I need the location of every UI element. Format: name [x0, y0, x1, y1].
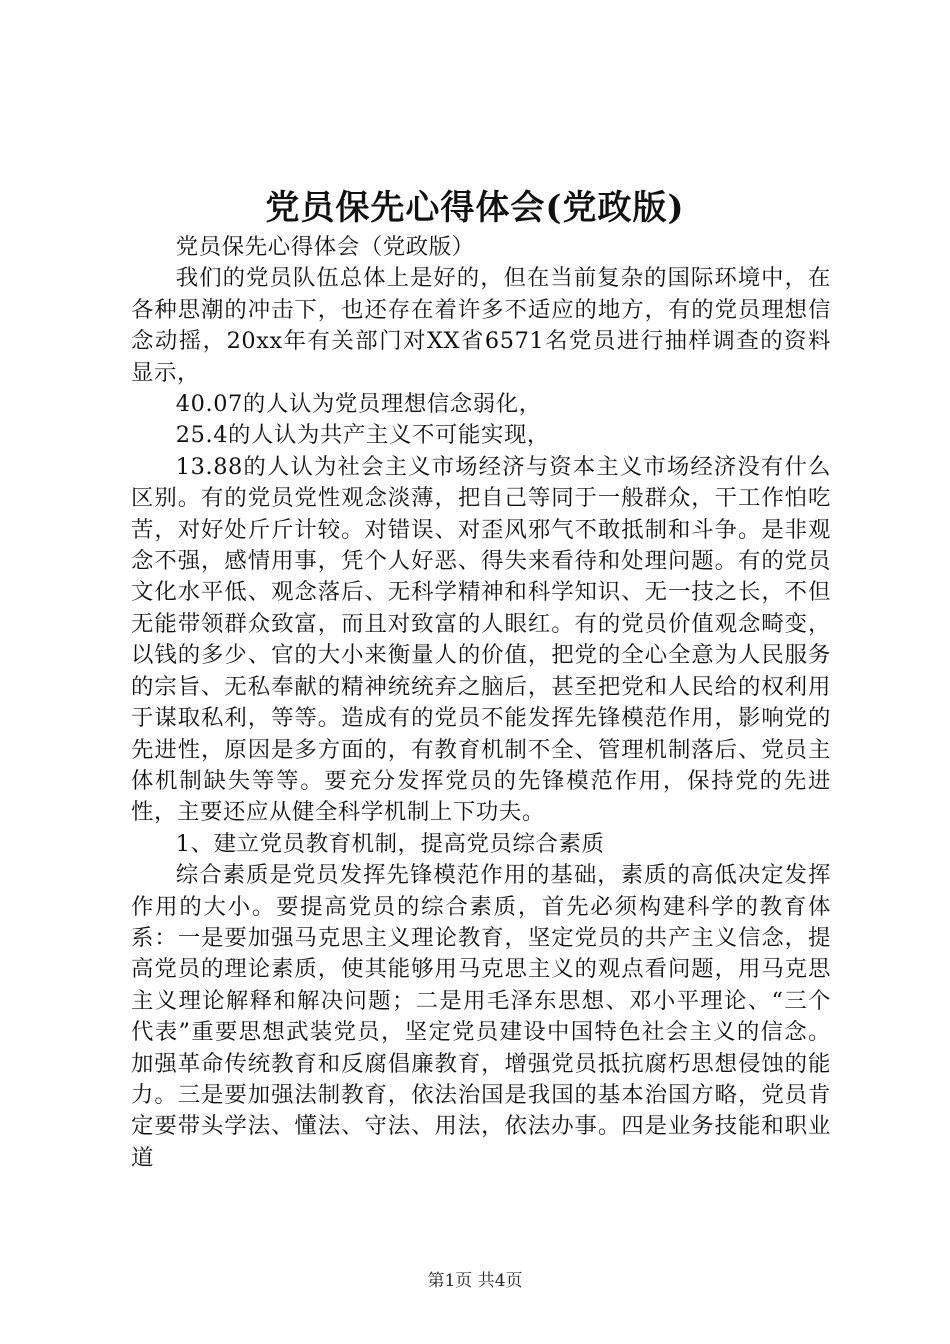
paragraph-intro: 我们的党员队伍总体上是好的，但在当前复杂的国际环境中，在各种思潮的冲击下，也还存在着许多不适应的地方，有的党员理想信念动摇，20xx年有关部门对XX省6571名党员进行抽样调查的资料显示， — [131, 265, 831, 386]
paragraph-subtitle: 党员保先心得体会（党政版） — [175, 234, 475, 260]
page-number-footer: 第1页 共4页 — [427, 1271, 523, 1291]
paragraph-education: 综合素质是党员发挥先锋模范作用的基础，素质的高低决定发挥作用的大小。要提高党员的综合素质，首先必须构建科学的教育体系：一是要加强马克思主义理论教育，坚定党员的共产主义信念，提高党员的理论素质，使其能够用马克思主义的观点看问题，用马克思主义理论解释和解决问题；二是用毛泽东思想、邓小平理论、“三个代表”重要思想武装党员，坚定党员建设中国特色社会主义的信念。加强革命传统教育和反腐倡廉教育，增强党员抵抗腐朽思想侵蚀的能力。三是要加强法制教育，依法治国是我国的基本治国方略，党员肯定要带头学法、懂法、守法、用法，依法办事。四是业务技能和职业道 — [131, 862, 831, 1171]
document-title: 党员保先心得体会(党政版) — [265, 188, 685, 228]
section-heading-1: 1、建立党员教育机制，提高党员综合素质 — [175, 830, 605, 857]
document-body — [131, 232, 831, 1174]
paragraph-stat-1: 40.07的人认为党员理想信念弱化， — [175, 391, 542, 418]
paragraph-stat-2: 25.4的人认为共产主义不可能实现， — [175, 422, 550, 449]
paragraph-analysis: 13.88的人认为社会主义市场经济与资本主义市场经济没有什么区别。有的党员党性观念淡薄，把自己等同于一般群众，干工作怕吃苦，对好处斤斤计较。对错误、对歪风邪气不敢抵制和斗争。是非观念不强，感情用事，凭个人好恶、得失来看待和处理问题。有的党员文化水平低、观念落后、无科学精神和科学知识、无一技之长，不但无能带领群众致富，而且对致富的人眼红。有的党员价值观念畸变，以钱的多少、官的大小来衡量人的价值，把党的全心全意为人民服务的宗旨、无私奉献的精神统统弃之脑后，甚至把党和人民给的权利用于谋取私利，等等。造成有的党员不能发挥先锋模范作用，影响党的先进性，原因是多方面的，有教育机制不全、管理机制落后、党员主体机制缺失等等。要充分发挥党员的先锋模范作用，保持党的先进性，主要还应从健全科学机制上下功夫。 — [131, 453, 831, 826]
